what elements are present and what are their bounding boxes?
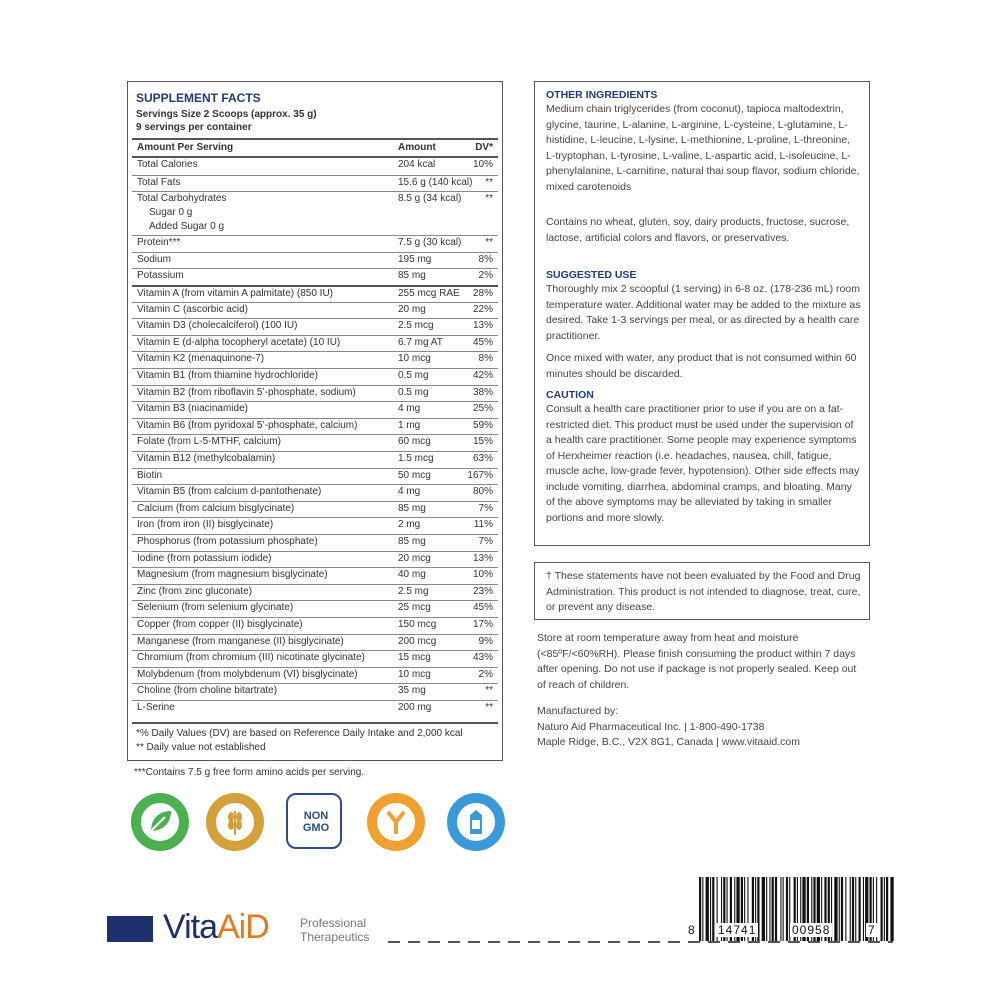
nutrient-name: Iron (from iron (II) bisglycinate) bbox=[137, 519, 274, 531]
facts-row bbox=[132, 335, 498, 353]
nutrient-dv: 25% bbox=[472, 403, 493, 415]
facts-row bbox=[132, 534, 498, 552]
facts-row bbox=[132, 683, 498, 701]
nutrient-amount: 10 mcg bbox=[398, 668, 431, 680]
nutrient-dv: 45% bbox=[472, 602, 493, 614]
col-name-header: Amount Per Serving bbox=[137, 142, 234, 153]
nutrient-dv: 13% bbox=[472, 552, 493, 564]
nutrient-amount: 7.5 g (30 kcal) bbox=[398, 237, 462, 249]
nutrient-dv: 2% bbox=[478, 668, 493, 680]
divider-thick bbox=[132, 138, 498, 140]
nutrient-amount: 255 mcg RAE bbox=[398, 288, 460, 299]
suggested-use-discard: Once mixed with water, any product that is not consumed within 60 minutes should be discarded. bbox=[546, 352, 857, 380]
barcode-bar bbox=[850, 877, 851, 941]
logo-line1: Professional bbox=[300, 916, 367, 930]
facts-row bbox=[132, 700, 498, 718]
nutrient-dv: 23% bbox=[472, 585, 493, 597]
barcode-bar bbox=[845, 877, 846, 941]
logo-vita: Vita bbox=[163, 908, 217, 946]
facts-row bbox=[132, 418, 498, 436]
logo-line2: Therapeutics bbox=[300, 930, 370, 944]
nutrient-name: Vitamin B6 (from pyridoxal 5’-phosphate, calcium) bbox=[137, 419, 358, 431]
facts-row bbox=[132, 191, 498, 236]
nutrient-dv: 38% bbox=[472, 386, 493, 398]
nutrient-name: Magnesium (from magnesium bisglycinate) bbox=[137, 569, 328, 581]
barcode-bar bbox=[772, 877, 774, 941]
nutrient-name: Protein*** bbox=[137, 237, 181, 249]
barcode-bar bbox=[852, 877, 854, 941]
allergen-statement: Contains no wheat, gluten, soy, dairy products, fructose, sucrose, lactose, artificial colors and flavors, or preservatives. bbox=[546, 216, 850, 244]
barcode-digit-1: 8 bbox=[688, 923, 696, 937]
facts-row bbox=[132, 617, 498, 635]
facts-row bbox=[132, 401, 498, 419]
nutrient-amount: 6.7 mg AT bbox=[398, 336, 443, 348]
suggested-use-heading: SUGGESTED USE bbox=[546, 269, 637, 281]
added-sugar-line: Added Sugar 0 g bbox=[149, 221, 225, 233]
barcode-bar bbox=[881, 877, 883, 941]
nutrient-dv: 8% bbox=[478, 353, 493, 365]
nutrient-name: Manganese (from manganese (II) bisglycinate) bbox=[137, 635, 344, 647]
facts-row bbox=[132, 501, 498, 519]
brand-bar bbox=[107, 916, 153, 942]
fda-disclaimer-box bbox=[534, 562, 870, 620]
nutrient-name: Calcium (from calcium bisglycinate) bbox=[137, 502, 295, 514]
barcode-bar bbox=[890, 877, 893, 941]
barcode-bar bbox=[786, 877, 788, 941]
barcode-bar bbox=[863, 877, 864, 941]
nutrient-name: Vitamin B5 (from calcium d-pantothenate) bbox=[137, 486, 322, 498]
other-ingredients-heading: OTHER INGREDIENTS bbox=[546, 89, 658, 101]
nutrient-dv: 42% bbox=[472, 370, 493, 381]
nutrient-amount: 204 kcal bbox=[398, 159, 436, 170]
supplement-facts-panel bbox=[127, 81, 503, 761]
nutrient-amount: 40 mg bbox=[398, 569, 426, 581]
nutrient-name: Zinc (from zinc gluconate) bbox=[137, 585, 253, 597]
suggested-use-text: Thoroughly mix 2 scoopful (1 serving) in 6-8 oz. (178-236 mL) room temperature water. Additional water may be added to the mixture as desired. Take 1-3 servings per meal, or as directed by a health care practitioner. bbox=[546, 283, 861, 342]
barcode-bar bbox=[859, 877, 861, 941]
nutrient-name: Chromium (from chromium (III) nicotinate glycinate) bbox=[137, 652, 365, 664]
manufacturer-line2: Maple Ridge, B.C., V2X 8G1, Canada | www.vitaaid.com bbox=[537, 736, 801, 748]
facts-row bbox=[132, 318, 498, 336]
nutrient-dv: 17% bbox=[472, 619, 493, 630]
facts-row bbox=[132, 650, 498, 668]
barcode-bar bbox=[710, 877, 711, 941]
vitaaid-logo bbox=[163, 908, 269, 947]
nutrient-amount: 20 mg bbox=[398, 303, 426, 315]
barcode-bar bbox=[712, 877, 714, 941]
facts-row bbox=[132, 517, 498, 535]
nutrient-dv: ** bbox=[485, 237, 493, 249]
nutrient-name: Sodium bbox=[137, 253, 171, 265]
dv-footnote: *% Daily Values (DV) are based on Reference Daily Intake and 2,000 kcal bbox=[136, 728, 463, 739]
barcode-bar bbox=[855, 877, 856, 941]
nutrient-dv: 167% bbox=[467, 469, 493, 481]
nutrient-amount: 150 mcg bbox=[398, 619, 437, 630]
nutrient-dv: ** bbox=[485, 176, 493, 188]
facts-title: SUPPLEMENT FACTS bbox=[136, 91, 261, 105]
caution-heading: CAUTION bbox=[546, 389, 594, 401]
barcode-bar bbox=[841, 877, 843, 941]
nutrient-amount: 15.6 g (140 kcal) bbox=[398, 176, 473, 188]
nutrient-dv: 59% bbox=[472, 419, 493, 431]
facts-row bbox=[132, 551, 498, 569]
facts-row bbox=[132, 268, 498, 286]
barcode-digits-2: 14741 bbox=[718, 923, 757, 937]
facts-row bbox=[132, 175, 498, 193]
nutrient-dv: 80% bbox=[472, 486, 493, 498]
nutrient-name: Vitamin B12 (methylcobalamin) bbox=[137, 453, 276, 464]
sugar-line: Sugar 0 g bbox=[149, 207, 193, 219]
nutrient-dv: 9% bbox=[478, 635, 493, 647]
nutrient-amount: 85 mg bbox=[398, 502, 426, 514]
barcode-bar bbox=[762, 877, 765, 941]
nutrient-dv: ** bbox=[485, 685, 493, 697]
nutrient-name: Vitamin B3 (niacinamide) bbox=[137, 403, 248, 415]
nutrient-dv: ** bbox=[485, 702, 493, 713]
vegetarian-badge-icon bbox=[131, 793, 189, 851]
professional-therapeutics bbox=[300, 916, 369, 944]
facts-row bbox=[132, 451, 498, 469]
nutrient-name: Potassium bbox=[137, 270, 184, 282]
facts-row bbox=[132, 368, 498, 386]
barcode-bar bbox=[706, 877, 709, 941]
facts-row bbox=[132, 584, 498, 602]
nutrient-name: Total Calories bbox=[137, 159, 198, 170]
facts-row bbox=[132, 158, 498, 175]
non-gmo-badge-icon bbox=[286, 793, 342, 849]
nutrient-amount: 60 mcg bbox=[398, 436, 431, 448]
nutrient-dv: 13% bbox=[472, 320, 493, 332]
barcode-bar bbox=[775, 877, 777, 941]
nutrient-amount: 2 mg bbox=[398, 519, 421, 531]
nutrient-name: Vitamin K2 (menaquinone-7) bbox=[137, 353, 265, 365]
nutrient-amount: 2.5 mg bbox=[398, 585, 429, 597]
barcode-bar bbox=[783, 877, 784, 941]
barcode-bar bbox=[780, 877, 781, 941]
facts-row bbox=[132, 385, 498, 403]
barcode-digits-3: 00958 bbox=[792, 923, 831, 937]
barcode-bar bbox=[834, 877, 837, 941]
certification-badges bbox=[131, 793, 511, 853]
nutrient-amount: 1 mg bbox=[398, 419, 421, 431]
nutrient-name: Total Fats bbox=[137, 176, 181, 188]
barcode-bar bbox=[769, 877, 770, 941]
nutrient-name: Vitamin A (from vitamin A palmitate) (850 IU) bbox=[137, 288, 334, 299]
facts-row bbox=[132, 302, 498, 320]
nutrient-name: Vitamin C (ascorbic acid) bbox=[137, 303, 248, 315]
nutrient-dv: 2% bbox=[478, 270, 493, 282]
storage-instructions: Store at room temperature away from heat and moisture (<85ºF/<60%RH). Please finish consuming the product within 7 days after opening. Do not use if package is not properly sealed. Keep out of reach of children. bbox=[537, 632, 857, 691]
barcode-bar bbox=[766, 877, 767, 941]
nutrient-dv: 7% bbox=[478, 536, 493, 547]
nutrient-dv: 10% bbox=[472, 159, 493, 170]
nutrient-amount: 4 mg bbox=[398, 486, 421, 498]
servings-per-container: 9 servings per container bbox=[136, 122, 252, 133]
amino-acid-note: ***Contains 7.5 g free form amino acids per serving. bbox=[134, 767, 365, 778]
nutrient-dv: 8% bbox=[478, 253, 493, 265]
facts-header-row bbox=[132, 141, 498, 155]
nutrient-name: Iodine (from potassium iodide) bbox=[137, 552, 272, 564]
barcode-bar bbox=[886, 877, 888, 941]
serving-size: Servings Size 2 Scoops (approx. 35 g) bbox=[136, 109, 317, 120]
facts-row bbox=[132, 434, 498, 452]
nutrient-dv: 10% bbox=[472, 569, 493, 581]
nutrient-amount: 20 mcg bbox=[398, 552, 431, 564]
nutrient-amount: 195 mg bbox=[398, 253, 432, 265]
nutrient-amount: 200 mcg bbox=[398, 635, 437, 647]
other-ingredients-text: Medium chain triglycerides (from coconut), tapioca maltodextrin, glycine, taurine, L-alanine, L-arginine, L-cysteine, L-glutamine, L-histidine, L-leucine, L-lysine, L-methionine, L-proline, L-threonine, L-tryptophan, L-tyrosine, L-valine, L-aspartic acid, L-isoleucine, L-phenylalanine, L-carnitine, natural thai soup flavor, sodium chloride, mixed carotenoids bbox=[546, 103, 860, 193]
facts-row bbox=[132, 634, 498, 652]
nutrient-dv: 7% bbox=[478, 502, 493, 514]
facts-row bbox=[132, 484, 498, 502]
nutrient-name: Folate (from L-5-MTHF, calcium) bbox=[137, 436, 281, 448]
nutrient-amount: 85 mg bbox=[398, 536, 426, 547]
nutrient-amount: 8.5 g (34 kcal) bbox=[398, 193, 462, 205]
nutrient-name: Molybdenum (from molybdenum (VI) bisglycinate) bbox=[137, 668, 358, 680]
nutrient-dv: 28% bbox=[472, 288, 493, 299]
facts-row bbox=[132, 567, 498, 585]
fda-disclaimer: † These statements have not been evaluated by the Food and Drug Administration. This product is not intended to diagnose, treat, cure, or prevent any disease. bbox=[546, 570, 861, 613]
caution-text: Consult a health care practitioner prior to use if you are on a fat-restricted diet. This product must be used under the supervision of a health care practitioner. Some people may experience symptoms of Herxheimer reaction (i.e. headaches, nausea, chill, fatigue, muscle ache, low-grade fever, hypotension). Other side effects may include vomiting, diarrhea, abdominal cramps, and bloating. Many of the above symptoms may be alleviated by taking in smaller portions and more slowly. bbox=[546, 403, 860, 524]
facts-row bbox=[132, 600, 498, 618]
logo-aid: AiD bbox=[216, 908, 269, 946]
dv-not-established-footnote: ** Daily value not established bbox=[136, 742, 266, 753]
facts-row bbox=[132, 468, 498, 486]
nutrient-dv: 15% bbox=[472, 436, 493, 448]
nutrient-amount: 200 mg bbox=[398, 702, 432, 713]
nutrient-amount: 0.5 mg bbox=[398, 386, 429, 398]
nutrient-amount: 1.5 mcg bbox=[398, 453, 434, 464]
nutrient-amount: 25 mcg bbox=[398, 602, 431, 614]
nutrient-name: Phosphorus (from potassium phosphate) bbox=[137, 536, 318, 547]
nutrient-name: Selenium (from selenium glycinate) bbox=[137, 602, 294, 614]
nutrient-dv: ** bbox=[485, 193, 493, 205]
barcode-bar bbox=[702, 877, 703, 941]
divider-thick bbox=[132, 722, 498, 724]
facts-row bbox=[132, 351, 498, 369]
nutrient-name: Vitamin E (d-alpha tocopheryl acetate) (10 IU) bbox=[137, 336, 341, 348]
manufactured-by-label: Manufactured by: bbox=[537, 705, 619, 717]
nutrient-dv: 22% bbox=[472, 303, 493, 315]
facts-row bbox=[132, 667, 498, 685]
nutrient-dv: 11% bbox=[473, 519, 493, 531]
nutrient-dv: 45% bbox=[472, 336, 493, 348]
hypoallergenic-badge-icon bbox=[367, 793, 425, 851]
nutrient-name: Vitamin B1 (from thiamine hydrochloride) bbox=[137, 370, 319, 381]
nutrient-amount: 50 mcg bbox=[398, 469, 431, 481]
nutrient-name: Copper (from copper (II) bisglycinate) bbox=[137, 619, 303, 630]
col-amount-header: Amount bbox=[398, 142, 436, 153]
nutrient-amount: 2.5 mcg bbox=[398, 320, 434, 332]
nutrient-dv: 63% bbox=[472, 453, 493, 464]
barcode-bar bbox=[884, 877, 885, 941]
barcode-bar bbox=[699, 877, 701, 941]
nutrient-name: Vitamin D3 (cholecalciferol) (100 IU) bbox=[137, 320, 298, 332]
nutrient-amount: 85 mg bbox=[398, 270, 426, 282]
nutrient-name: Biotin bbox=[137, 469, 163, 481]
gluten-free-badge-icon bbox=[206, 793, 264, 851]
barcode-digit-4: 7 bbox=[868, 923, 876, 937]
nutrient-name: Choline (from choline bitartrate) bbox=[137, 685, 278, 697]
facts-row bbox=[132, 235, 498, 253]
nutrient-amount: 10 mcg bbox=[398, 353, 431, 365]
barcode-bar bbox=[839, 877, 840, 941]
nutrient-name: L-Serine bbox=[137, 702, 175, 713]
nutrient-amount: 0.5 mg bbox=[398, 370, 429, 381]
non-gmo-label: NON GMO bbox=[302, 810, 330, 834]
nutrient-amount: 4 mg bbox=[398, 403, 421, 415]
manufacturer-line1: Naturo Aid Pharmaceutical Inc. | 1-800-490-1738 bbox=[537, 721, 765, 733]
col-dv-header: DV* bbox=[475, 142, 493, 153]
info-panel bbox=[534, 81, 870, 546]
nutrient-name: Vitamin B2 (from riboflavin 5’-phosphate, sodium) bbox=[137, 386, 356, 398]
facts-row bbox=[132, 252, 498, 270]
dairy-free-badge-icon bbox=[447, 793, 505, 851]
nutrient-amount: 35 mg bbox=[398, 685, 426, 697]
nutrient-name: Total Carbohydrates bbox=[137, 193, 227, 205]
nutrient-dv: 43% bbox=[472, 652, 493, 664]
nutrient-amount: 15 mcg bbox=[398, 652, 431, 664]
